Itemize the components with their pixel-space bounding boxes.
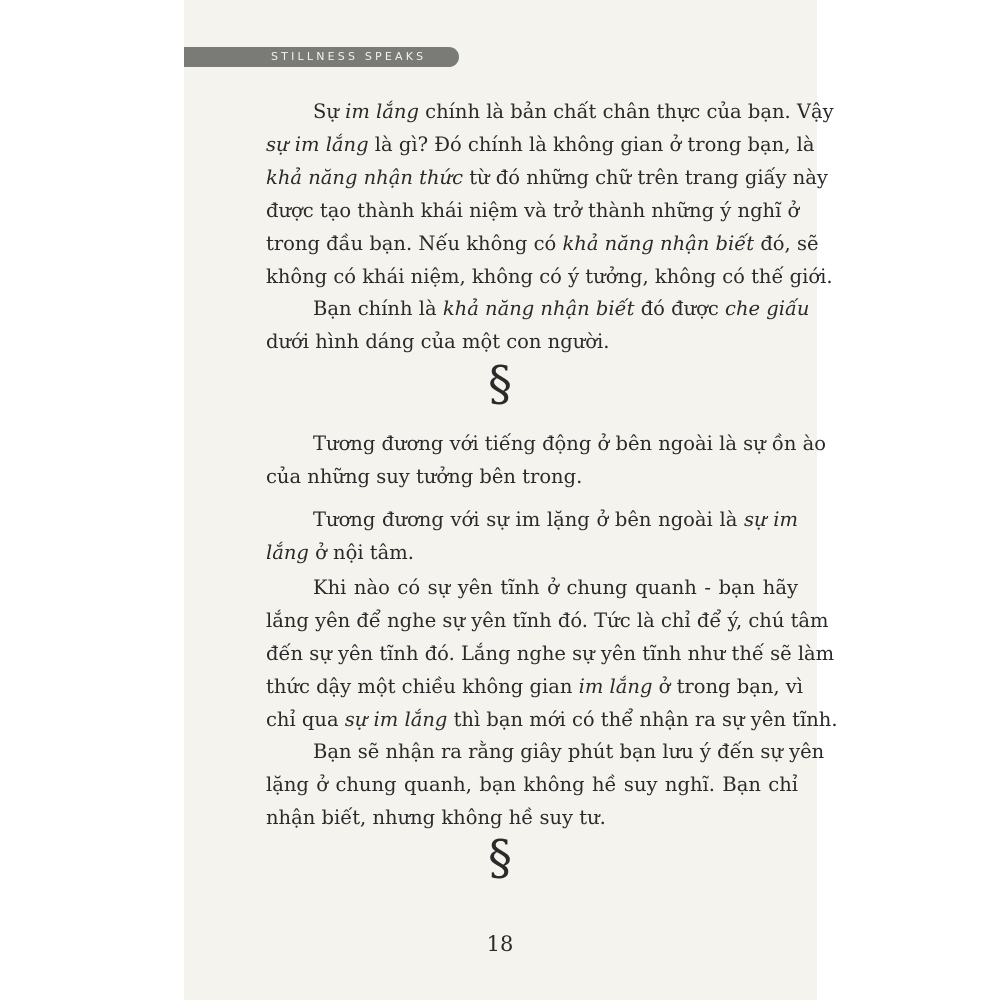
- text-line: [266, 460, 798, 493]
- text-run: chỉ qua: [266, 708, 345, 731]
- text-line: [266, 801, 798, 834]
- text-run: ở trong bạn, vì: [652, 675, 804, 698]
- text-line: [266, 161, 828, 194]
- section-mark-1: §: [488, 356, 512, 412]
- text-run: không có khái niệm, không có ý tưởng, không có thế giới.: [266, 265, 833, 288]
- text-run: đó được: [634, 297, 726, 320]
- text-line: [266, 325, 798, 358]
- italic-run: sự im lắng: [344, 708, 448, 731]
- text-run: chính là bản chất chân thực của bạn. Vậy: [418, 100, 834, 123]
- italic-run: sự im lắng: [266, 133, 369, 156]
- text-run: lặng ở chung quanh, bạn không hề suy nghĩ. Bạn chỉ: [266, 773, 798, 796]
- text-line: [266, 536, 798, 569]
- text-run: Bạn chính là: [313, 297, 443, 320]
- italic-run: im lắng: [345, 100, 419, 123]
- text-run: nhận biết, nhưng không hề suy tư.: [266, 806, 606, 829]
- text-run: Sự: [313, 100, 346, 123]
- text-line: [266, 194, 798, 227]
- italic-run: che giấu: [725, 297, 810, 320]
- text-run: Tương đương với tiếng động ở bên ngoài là sự ồn ào: [313, 432, 826, 455]
- text-line: [266, 670, 804, 703]
- text-run: Khi nào có sự yên tĩnh ở chung quanh - bạn hãy: [313, 576, 798, 599]
- text-run: thì bạn mới có thể nhận ra sự yên tĩnh.: [447, 708, 838, 731]
- paragraph-2: [266, 292, 810, 358]
- text-line: [266, 260, 833, 293]
- text-run: ở nội tâm.: [308, 541, 414, 564]
- text-line: [266, 427, 826, 460]
- italic-run: khả năng nhận biết: [442, 297, 635, 320]
- text-line: [266, 768, 798, 801]
- text-run: lắng yên để nghe sự yên tĩnh đó. Tức là chỉ để ý, chú tâm: [266, 609, 829, 632]
- text-run: của những suy tưởng bên trong.: [266, 465, 583, 488]
- italic-run: sự im: [744, 508, 798, 531]
- text-line: [266, 503, 798, 536]
- text-line: [266, 128, 815, 161]
- text-line: [266, 292, 810, 325]
- text-line: [266, 227, 819, 260]
- text-run: thức dậy một chiều không gian: [266, 675, 579, 698]
- text-line: [266, 95, 834, 128]
- running-header-title: STILLNESS SPEAKS: [271, 50, 427, 63]
- italic-run: khả năng nhận biết: [562, 232, 755, 255]
- paragraph-6: [266, 735, 825, 834]
- text-line: [266, 571, 798, 604]
- text-line: [266, 637, 835, 670]
- text-run: được tạo thành khái niệm và trở thành những ý nghĩ ở: [266, 199, 800, 222]
- text-line: [266, 604, 829, 637]
- paragraph-5: [266, 571, 838, 736]
- text-run: trong đầu bạn. Nếu không có: [266, 232, 563, 255]
- text-run: là gì? Đó chính là không gian ở trong bạn, là: [368, 133, 815, 156]
- section-mark-2: §: [488, 830, 512, 886]
- text-run: đó, sẽ: [754, 232, 819, 255]
- paragraph-3: [266, 427, 826, 493]
- page-number: 18: [486, 932, 514, 956]
- italic-run: im lắng: [578, 675, 653, 698]
- text-line: [266, 735, 825, 768]
- text-run: Bạn sẽ nhận ra rằng giây phút bạn lưu ý đến sự yên: [313, 740, 825, 763]
- text-run: dưới hình dáng của một con người.: [266, 330, 610, 353]
- italic-run: khả năng nhận thức: [266, 166, 463, 189]
- paragraph-1: [266, 95, 834, 293]
- italic-run: lắng: [266, 541, 309, 564]
- text-run: đến sự yên tĩnh đó. Lắng nghe sự yên tĩnh như thế sẽ làm: [266, 642, 835, 665]
- text-run: từ đó những chữ trên trang giấy này: [463, 166, 828, 189]
- paragraph-4: [266, 503, 798, 569]
- text-run: Tương đương với sự im lặng ở bên ngoài là: [313, 508, 745, 531]
- text-line: [266, 703, 838, 736]
